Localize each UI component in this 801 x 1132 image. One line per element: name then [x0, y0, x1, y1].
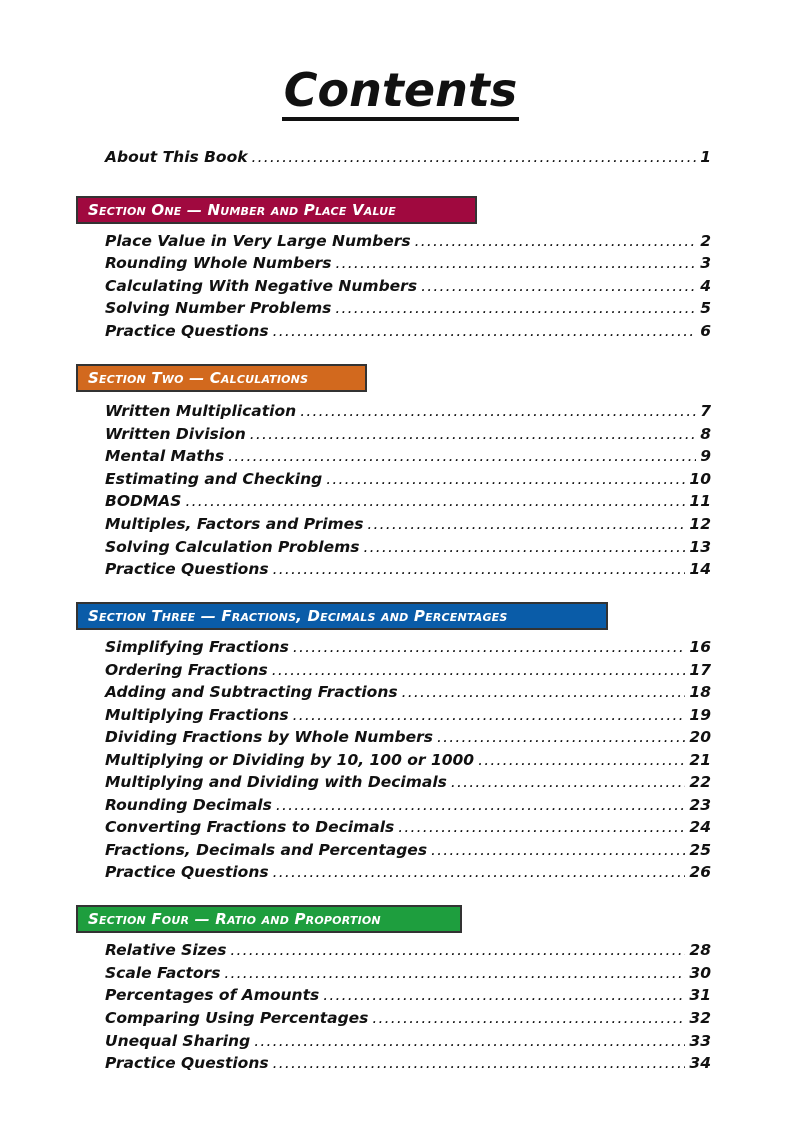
- toc-entry[interactable]: [105, 984, 711, 1006]
- toc-entry-label: Practice Questions: [105, 560, 269, 578]
- toc-entry-label: Percentages of Amounts: [105, 986, 320, 1004]
- toc-leader-dots: [185, 490, 685, 512]
- toc-entry-label: Relative Sizes: [105, 941, 227, 959]
- toc-leader-dots: [273, 861, 686, 883]
- toc-entry-label: Converting Fractions to Decimals: [105, 818, 395, 836]
- toc-leader-dots: [437, 726, 685, 748]
- toc-leader-dots: [323, 984, 685, 1006]
- toc-entry-page: 11: [689, 492, 711, 510]
- toc-entry-page: 14: [689, 560, 711, 578]
- toc-entry-page: 23: [689, 796, 711, 814]
- toc-entry-page: 31: [689, 986, 711, 1004]
- toc-entry-label: Solving Number Problems: [105, 299, 332, 317]
- toc-entry[interactable]: [105, 962, 711, 984]
- toc-entry[interactable]: [105, 839, 711, 861]
- section-four-banner: [76, 905, 462, 933]
- toc-entry-label: Comparing Using Percentages: [105, 1009, 369, 1027]
- toc-leader-dots: [272, 659, 686, 681]
- toc-leader-dots: [402, 681, 686, 703]
- toc-entry[interactable]: [105, 681, 711, 703]
- toc-entry-label: Multiplying or Dividing by 10, 100 or 1000: [105, 751, 475, 769]
- toc-leader-dots: [372, 1007, 685, 1029]
- toc-entry-label: Mental Maths: [105, 447, 225, 465]
- toc-entry-page: 22: [689, 773, 711, 791]
- toc-entry-page: 34: [689, 1054, 711, 1072]
- toc-entry-label: Ordering Fractions: [105, 661, 268, 679]
- toc-entry-page: 3: [700, 254, 711, 272]
- toc-leader-dots: [326, 468, 685, 490]
- toc-entry[interactable]: [105, 1030, 711, 1052]
- toc-leader-dots: [293, 704, 686, 726]
- toc-entry-label: Scale Factors: [105, 964, 221, 982]
- toc-entry-page: 32: [689, 1009, 711, 1027]
- toc-leader-dots: [421, 275, 696, 297]
- toc-leader-dots: [254, 1030, 685, 1052]
- toc-leader-dots: [273, 558, 686, 580]
- toc-leader-dots: [293, 636, 686, 658]
- toc-entry-page: 4: [700, 277, 711, 295]
- toc-entry-page: 9: [700, 447, 711, 465]
- toc-entry-page: 13: [689, 538, 711, 556]
- toc-entry-label: Simplifying Fractions: [105, 638, 289, 656]
- toc-entry-label: Place Value in Very Large Numbers: [105, 232, 411, 250]
- toc-entry-label: BODMAS: [105, 492, 182, 510]
- toc-entry-page: 5: [700, 299, 711, 317]
- toc-entry[interactable]: [105, 423, 711, 445]
- section-three-banner: [76, 602, 608, 630]
- toc-entry-page: 17: [689, 661, 711, 679]
- toc-entry-label: Fractions, Decimals and Percentages: [105, 841, 428, 859]
- toc-entry[interactable]: [105, 704, 711, 726]
- toc-entry-page: 30: [689, 964, 711, 982]
- toc-entry-page: 8: [700, 425, 711, 443]
- toc-entry-page: 12: [689, 515, 711, 533]
- toc-entry[interactable]: [105, 558, 711, 580]
- toc-entry[interactable]: [105, 659, 711, 681]
- toc-leader-dots: [367, 513, 685, 535]
- toc-entry-label: Estimating and Checking: [105, 470, 323, 488]
- toc-leader-dots: [478, 749, 685, 771]
- toc-entry[interactable]: [105, 468, 711, 490]
- toc-entry-page: 19: [689, 706, 711, 724]
- toc-leader-dots: [300, 400, 696, 422]
- toc-entry[interactable]: [105, 252, 711, 274]
- toc-leader-dots: [228, 445, 696, 467]
- toc-entry-page: 20: [689, 728, 711, 746]
- toc-entry-label: Unequal Sharing: [105, 1032, 251, 1050]
- toc-leader-dots: [431, 839, 685, 861]
- toc-entry[interactable]: [105, 445, 711, 467]
- toc-entry[interactable]: [105, 536, 711, 558]
- section-two-banner: [76, 364, 367, 392]
- toc-leader-dots: [276, 794, 686, 816]
- toc-leader-dots: [415, 230, 697, 252]
- toc-leader-dots: [273, 320, 697, 342]
- toc-entry[interactable]: [105, 816, 711, 838]
- toc-leader-dots: [335, 252, 696, 274]
- toc-entry-about[interactable]: [105, 146, 711, 168]
- toc-entry-page: 24: [689, 818, 711, 836]
- toc-entry-label: Rounding Decimals: [105, 796, 272, 814]
- toc-entry[interactable]: [105, 1052, 711, 1074]
- toc-leader-dots: [451, 771, 686, 793]
- toc-leader-dots: [398, 816, 685, 838]
- toc-entry-page: 33: [689, 1032, 711, 1050]
- toc-entry[interactable]: [105, 490, 711, 512]
- toc-entry-label: Dividing Fractions by Whole Numbers: [105, 728, 433, 746]
- toc-entry[interactable]: [105, 771, 711, 793]
- toc-entry[interactable]: [105, 861, 711, 883]
- toc-entry[interactable]: [105, 275, 711, 297]
- toc-leader-dots: [273, 1052, 686, 1074]
- toc-entry-page: 1: [700, 148, 711, 166]
- toc-entry[interactable]: [105, 794, 711, 816]
- toc-entry[interactable]: [105, 1007, 711, 1029]
- toc-entry-label: Written Division: [105, 425, 246, 443]
- toc-leader-dots: [224, 962, 685, 984]
- toc-entry-page: 10: [689, 470, 711, 488]
- toc-entry-page: 21: [689, 751, 711, 769]
- page-title-wrap: [0, 62, 801, 118]
- page-title: Contents: [282, 63, 519, 121]
- section-heading: Section Two — Calculations: [88, 369, 309, 387]
- toc-entry[interactable]: [105, 513, 711, 535]
- section-heading: Section One — Number and Place Value: [88, 201, 396, 219]
- toc-entry-label: Written Multiplication: [105, 402, 297, 420]
- toc-entry[interactable]: [105, 320, 711, 342]
- toc-entry[interactable]: [105, 297, 711, 319]
- toc-entry-label: About This Book: [105, 148, 248, 166]
- toc-entry-page: 28: [689, 941, 711, 959]
- toc-entry-page: 16: [689, 638, 711, 656]
- toc-entry-label: Multiplying and Dividing with Decimals: [105, 773, 447, 791]
- toc-entry-page: 26: [689, 863, 711, 881]
- toc-leader-dots: [335, 297, 696, 319]
- toc-entry-page: 7: [700, 402, 711, 420]
- section-one-banner: [76, 196, 477, 224]
- toc-entry[interactable]: [105, 636, 711, 658]
- toc-entry[interactable]: [105, 230, 711, 252]
- toc-entry-label: Practice Questions: [105, 1054, 269, 1072]
- toc-entry-page: 25: [689, 841, 711, 859]
- toc-leader-dots: [250, 423, 696, 445]
- toc-entry-label: Multiplying Fractions: [105, 706, 289, 724]
- toc-leader-dots: [364, 536, 686, 558]
- toc-entry-label: Calculating With Negative Numbers: [105, 277, 418, 295]
- toc-entry-page: 2: [700, 232, 711, 250]
- toc-entry[interactable]: [105, 400, 711, 422]
- toc-entry[interactable]: [105, 939, 711, 961]
- section-heading: Section Four — Ratio and Proportion: [88, 910, 381, 928]
- toc-entry-page: 6: [700, 322, 711, 340]
- toc-entry-label: Multiples, Factors and Primes: [105, 515, 364, 533]
- toc-entry[interactable]: [105, 749, 711, 771]
- toc-entry-label: Solving Calculation Problems: [105, 538, 360, 556]
- section-heading: Section Three — Fractions, Decimals and Percentages: [88, 607, 508, 625]
- toc-entry-page: 18: [689, 683, 711, 701]
- toc-entry-label: Adding and Subtracting Fractions: [105, 683, 398, 701]
- toc-entry-label: Practice Questions: [105, 863, 269, 881]
- toc-entry-label: Practice Questions: [105, 322, 269, 340]
- toc-leader-dots: [252, 146, 697, 168]
- toc-entry[interactable]: [105, 726, 711, 748]
- toc-entry-label: Rounding Whole Numbers: [105, 254, 332, 272]
- toc-leader-dots: [230, 939, 685, 961]
